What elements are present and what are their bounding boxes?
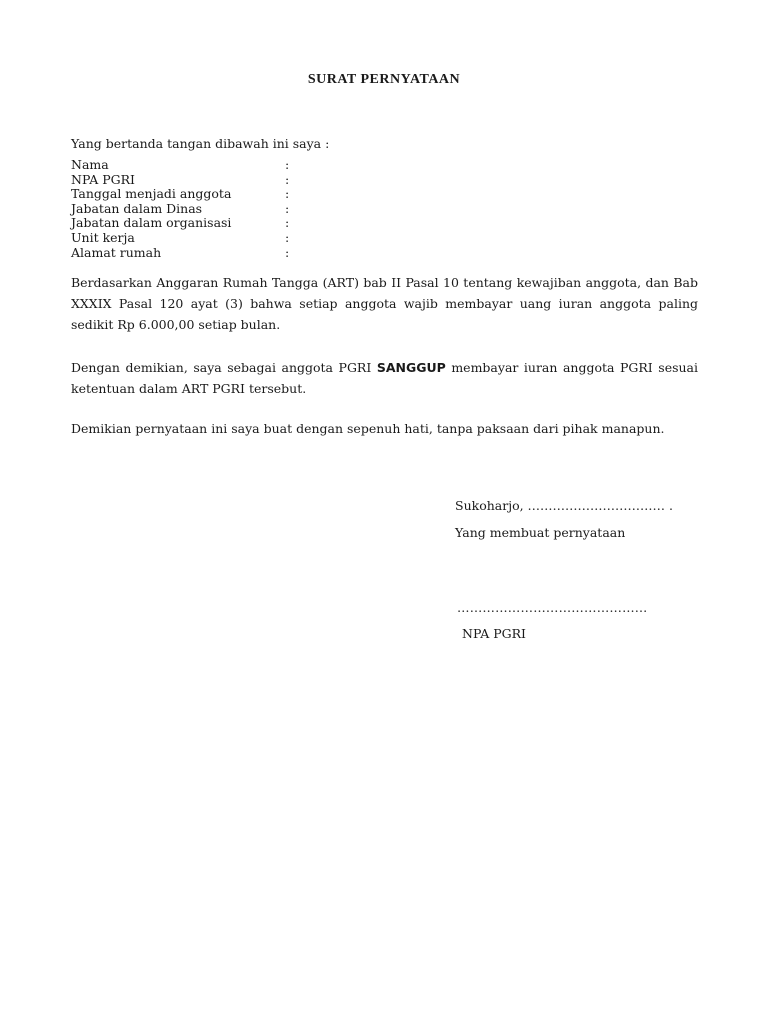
signature-place-date: Sukoharjo, …………………………… . — [455, 498, 673, 513]
paragraph-commitment-end: membayar iuran anggota PGRI sesuai ketentuan dalam ART PGRI tersebut. — [71, 360, 699, 396]
field-colon: : — [285, 229, 290, 245]
paragraph-commitment-start: Dengan demikian, saya sebagai anggota PGRI — [71, 360, 377, 375]
field-row-tanggal — [71, 187, 295, 202]
field-colon: : — [285, 171, 290, 187]
field-label: NPA PGRI — [71, 171, 135, 187]
paragraph-commitment — [71, 357, 698, 399]
field-row-npa — [71, 173, 295, 188]
signature-npa-label: NPA PGRI — [462, 626, 526, 641]
field-label: Unit kerja — [71, 229, 135, 245]
field-colon: : — [285, 157, 290, 172]
paragraph-closing: Demikian pernyataan ini saya buat dengan sepenuh hati, tanpa paksaan dari pihak manapun. — [71, 421, 665, 436]
paragraph-art-basis: Berdasarkan Anggaran Rumah Tangga (ART) bab II Pasal 10 tentang kewajiban anggota, dan Bab XXXIX Pasal 120 ayat (3) bahwa setiap anggota wajib membayar uang iuran anggota paling sedikit Rp 6.000,00 setiap bulan. — [71, 275, 698, 332]
signature-name-line: ……………………………………… — [457, 600, 648, 615]
field-label: Nama — [71, 157, 109, 172]
identity-fields — [71, 158, 295, 260]
commitment-keyword: SANGGUP — [376, 360, 446, 375]
signature-maker-label: Yang membuat pernyataan — [455, 525, 626, 540]
field-row-alamat — [71, 246, 295, 261]
document-title: SURAT PERNYATAAN — [307, 72, 461, 87]
field-label: Jabatan dalam organisasi — [71, 215, 232, 231]
field-colon: : — [285, 244, 290, 260]
field-label: Jabatan dalam Dinas — [71, 200, 203, 216]
intro-text: Yang bertanda tangan dibawah ini saya : — [71, 136, 330, 151]
field-label: Alamat rumah — [71, 244, 162, 260]
field-row-jabatan-dinas — [71, 202, 295, 217]
field-colon: : — [285, 186, 290, 202]
field-row-jabatan-organisasi — [71, 216, 295, 231]
field-colon: : — [285, 200, 290, 216]
field-row-nama — [71, 158, 295, 173]
field-colon: : — [285, 215, 290, 231]
field-label: Tanggal menjadi anggota — [71, 186, 232, 202]
field-row-unit-kerja — [71, 231, 295, 246]
